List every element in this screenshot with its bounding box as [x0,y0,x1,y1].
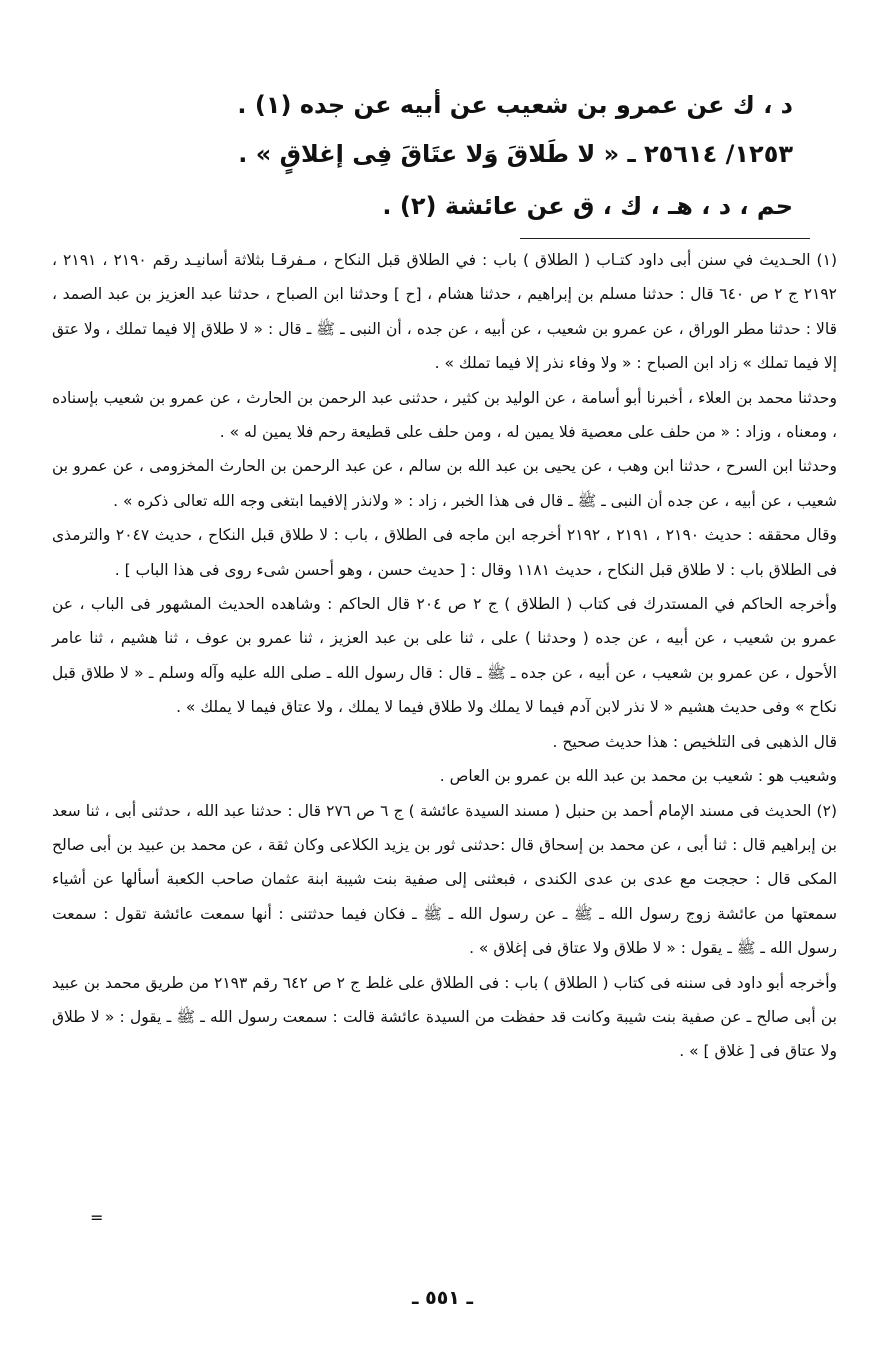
footnote-1-paragraph-5: وأخرجه الحاكم في المستدرك فى كتاب ( الطلاق ) ج ٢ ص ٢٠٤ قال الحاكم : وشاهده الحديث المشهور فى الباب ، عن عمرو بن شعيب ، عن أبيه ، عن جده ( وحدثنا ) على ، ثنا على بن عبد العزيز ، ثنا عمرو بن عوف ، ثنا هشيم ، ثنا عامر الأحول ، عن عمرو بن شعيب ، عن أبيه ، عن جده ـ ﷺ ـ قال : قال رسول الله ـ صلى الله عليه وآله وسلم ـ « لا طلاق قبل نكاح » وفى حديث هشيم « لا نذر لابن آدم فيما لا يملك ولا طلاق فيما لا يملك ، ولا عتاق فيما لا يملك » . [52,595,837,717]
footnote-1-paragraph-7: وشعيب هو : شعيب بن محمد بن عبد الله بن عمرو بن العاص . [439,767,837,786]
footnote-2-paragraph-1: (٢) الحديث فى مسند الإمام أحمد بن حنبل ( مسند السيدة عائشة ) ج ٦ ص ٢٧٦ قال : حدثنا عبد الله ، حدثنى أبى ، ثنا سعد بن إبراهيم قال : ثنا أبى ، عن محمد بن إسحاق قال :حدثنى ثور بن يزيد الكلاعى وكان ثقة ، عن محمد بن عبيد بن أبى صالح المكى قال : حججت مع عدى بن عدى الكندى ، فبعثنى إلى صفية بنت شيبة ابنة عثمان صاحب الكعبة أسألها عن أشياء سمعتها من عائشة زوج رسول الله ـ ﷺ ـ عن رسول الله ـ ﷺ ـ فكان فيما حدثتنى : أنها سمعت عائشة تقول : سمعت رسول الله ـ ﷺ ـ يقول : « لا طلاق ولا عتاق فى إغلاق » . [52,801,837,958]
footnote-separator [520,238,810,239]
hadith-line: ١٢٥٣/ ٢٥٦١٤ ـ « لا طَلاقَ وَلا عتَاقَ فِى إغلاقٍ » . [238,140,793,168]
footnotes-section [52,243,837,1069]
footnote-1-paragraph-2: وحدثنا محمد بن العلاء ، أخبرنا أبو أسامة ، عن الوليد بن كثير ، حدثنى عبد الرحمن بن الحارث ، عن عمرو بن شعيب بإسناده ، ومعناه ، وزاد : « من حلف على معصية فلا يمين له ، ومن حلف على قطيعة رحم فلا يمين له » . [52,388,837,442]
footnote-1-paragraph-3: وحدثنا ابن السرح ، حدثنا ابن وهب ، عن يحيى بن عبد الله بن سالم ، عن عبد الرحمن بن الحارث المخزومى ، عن عمرو بن شعيب ، عن أبيه ، عن جده أن النبى ـ ﷺ ـ قال فى هذا الخبر ، زاد : « ولانذر إلافيما ابتغى وجه الله تعالى ذكره » . [52,457,837,510]
main-text-line-1: د ، ك عن عمرو بن شعيب عن أبيه عن جده (١) . [237,91,793,119]
footnote-2-paragraph-2: وأخرجه أبو داود فى سننه فى كتاب ( الطلاق ) باب : فى الطلاق على غلط ج ٢ ص ٦٤٢ رقم ٢١٩٣ من طريق محمد بن عبيد بن أبى صالح ـ عن صفية بنت شيبة وكانت قد حفظت من السيدة عائشة قالت : سمعت رسول الله ـ ﷺ ـ يقول : « لا طلاق ولا عتاق فى [ غلاق ] » . [52,973,838,1061]
footnote-1-paragraph-1: (١) الحـديث في سنن أبى داود كتـاب ( الطلاق ) باب : في الطلاق قبل النكاح ، مـفرقـا بثلاثة أسانيـد رقم ٢١٩٠ ، ٢١٩١ ، ٢١٩٢ ج ٢ ص ٦٤٠ قال : حدثنا مسلم بن إبراهيم ، حدثنا هشام ، [ح ] وحدثنا ابن الصباح ، حدثنا عبد العزيز بن عبد الصمد ، قالا : حدثنا مطر الوراق ، عن عمرو بن شعيب ، عن أبيه ، عن جده ، أن النبى ـ ﷺ ـ قال : « لا طلاق إلا فيما تملك ، ولا عتق إلا فيما تملك » زاد ابن الصباح : « ولا وفاء نذر إلا فيما تملك » . [52,251,838,373]
footnote-1-paragraph-6: قال الذهبى فى التلخيص : هذا حديث صحيح . [552,732,837,751]
page-number: ـ ٥٥١ ـ [411,1287,473,1309]
main-text-line-3: حم ، د ، هـ ، ك ، ق عن عائشة (٢) . [382,192,793,220]
continuation-mark: = [90,1208,104,1227]
footnote-1-paragraph-4: وقال محققه : حديث ٢١٩٠ ، ٢١٩١ ، ٢١٩٢ أخرجه ابن ماجه فى الطلاق ، باب : لا طلاق قبل النكاح ، حديث ٢٠٤٧ والترمذى فى الطلاق باب : لا طلاق قبل النكاح ، حديث ١١٨١ وقال : [ حديث حسن ، وهو أحسن شىء روى فى هذا الباب ] . [52,526,837,579]
